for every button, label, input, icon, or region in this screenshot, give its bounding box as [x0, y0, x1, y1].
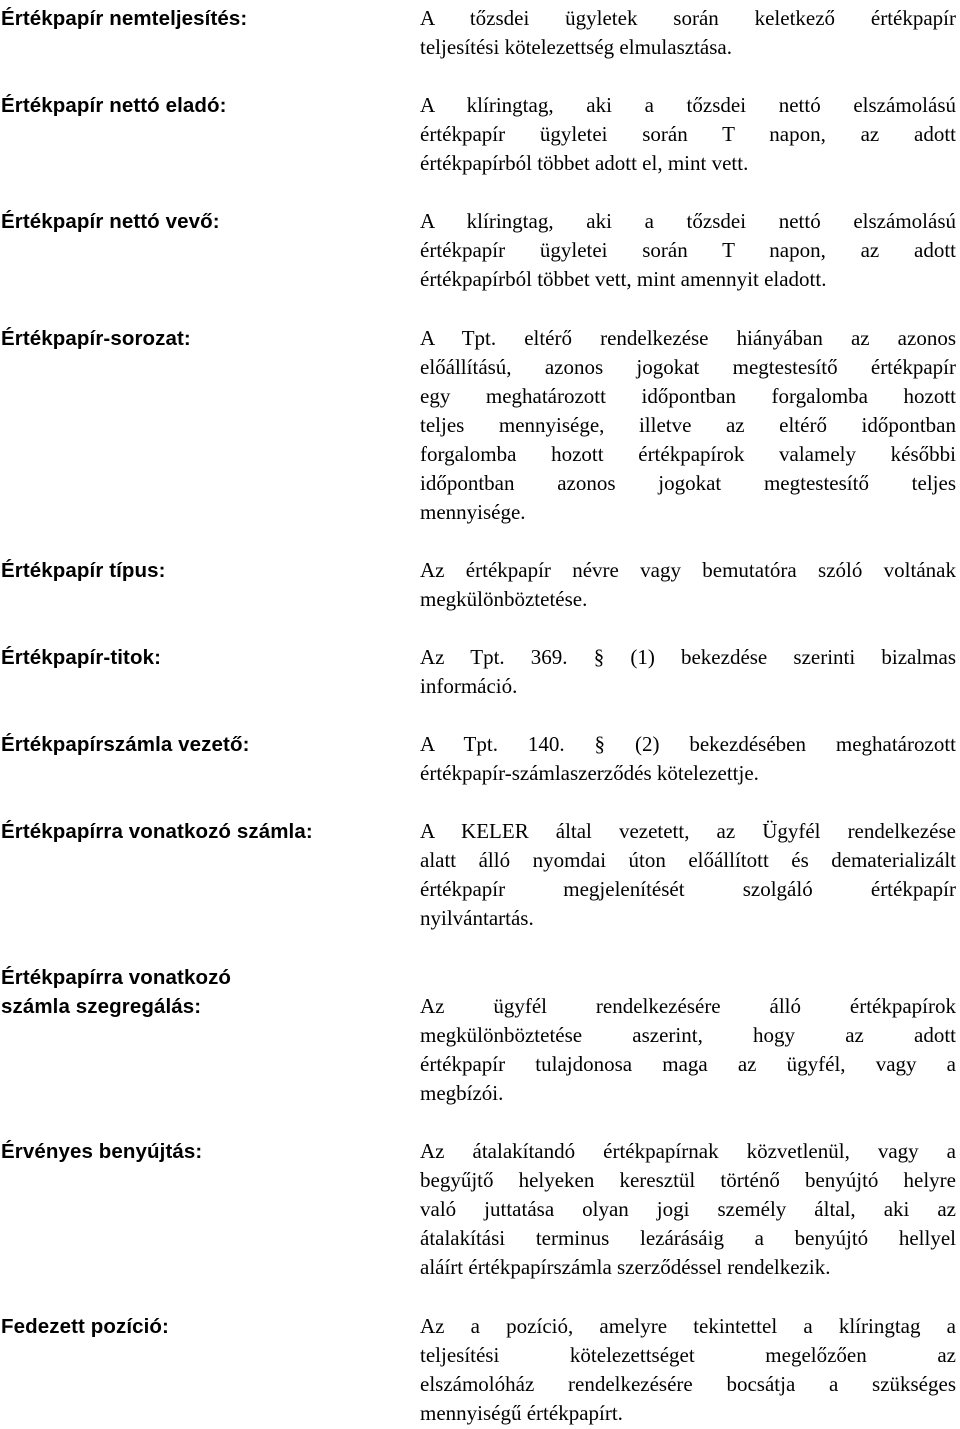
term-line: Értékpapír nettó vevő: [1, 210, 220, 233]
term-line: Értékpapír-sorozat: [1, 327, 191, 350]
definition-line: értékpapírból többet vett, mint amennyit eladott. [420, 267, 827, 291]
definition-line: megkülönböztetése aszerint, hogy az adott [420, 1023, 956, 1047]
definition-line: A klíringtag, aki a tőzsdei nettó elszámolású [420, 209, 956, 233]
definition-line: időpontban azonos jogokat megtestesítő teljes [420, 471, 956, 495]
definition-line: Az a pozíció, amelyre tekintettel a klíringtag a [420, 1314, 956, 1338]
entry-definition [420, 1137, 956, 1282]
definition-line: mennyiségű értékpapírt. [420, 1401, 623, 1425]
entry-term [1, 207, 401, 236]
entry-definition [420, 556, 956, 614]
definition-line: teljes mennyisége, illetve az eltérő időpontban [420, 413, 956, 437]
term-line: Értékpapírszámla vezető: [1, 733, 250, 756]
term-line: számla szegregálás: [1, 995, 202, 1018]
entry-definition [420, 643, 956, 701]
definition-line: értékpapír megjelenítését szolgáló értékpapír [420, 877, 956, 901]
entry-definition [420, 817, 956, 933]
entry-definition [420, 324, 956, 527]
entry-term [1, 1137, 401, 1166]
definition-line: értékpapír ügyletei során T napon, az adott [420, 122, 956, 146]
entry-term [1, 4, 401, 33]
definition-line: teljesítési kötelezettséget megelőzően az [420, 1343, 956, 1367]
definition-line: megkülönböztetése. [420, 587, 588, 611]
entry-term [1, 730, 401, 759]
term-line: Értékpapír nettó eladó: [1, 94, 227, 117]
definition-line: értékpapír tulajdonosa maga az ügyfél, vagy a [420, 1052, 956, 1076]
definition-line: megbízói. [420, 1081, 504, 1105]
entry-definition [420, 730, 956, 788]
term-line: Értékpapír-titok: [1, 646, 162, 669]
definition-line: begyűjtő helyeken keresztül történő benyújtó helyre [420, 1168, 956, 1192]
definition-line: elszámolóház rendelkezésére bocsátja a szükséges [420, 1372, 956, 1396]
definition-line: információ. [420, 674, 518, 698]
definition-line: forgalomba hozott értékpapírok valamely későbbi [420, 442, 956, 466]
term-line: Értékpapír nemteljesítés: [1, 7, 248, 30]
definition-line: értékpapír-számlaszerződés kötelezettje. [420, 761, 759, 785]
entry-term [1, 1312, 401, 1341]
entry-term [1, 556, 401, 585]
definition-line: alatt álló nyomdai úton előállított és dematerializált [420, 848, 956, 872]
definition-line: aláírt értékpapírszámla szerződéssel rendelkezik. [420, 1255, 831, 1279]
term-line: Értékpapír típus: [1, 559, 166, 582]
definition-line: való juttatása olyan jogi személy által, aki az [420, 1197, 956, 1221]
entry-term [1, 817, 401, 846]
definition-line: A Tpt. 140. § (2) bekezdésében meghatározott [420, 732, 956, 756]
definition-line: teljesítési kötelezettség elmulasztása. [420, 35, 732, 59]
definition-line: előállítású, azonos jogokat megtestesítő értékpapír [420, 355, 956, 379]
term-line: Értékpapírra vonatkozó számla: [1, 820, 313, 843]
entry-definition [420, 4, 956, 62]
entry-term [1, 324, 401, 353]
definition-line: Az Tpt. 369. § (1) bekezdése szerinti bizalmas [420, 645, 956, 669]
definition-line: A tőzsdei ügyletek során keletkező értékpapír [420, 6, 956, 30]
entry-term [1, 963, 401, 1021]
term-line: Értékpapírra vonatkozó [1, 966, 232, 989]
definition-line: mennyisége. [420, 500, 526, 524]
definition-line: átalakítási terminus lezárásáig a benyújtó hellyel [420, 1226, 956, 1250]
definition-line: A Tpt. eltérő rendelkezése hiányában az azonos [420, 326, 956, 350]
definition-line: értékpapír ügyletei során T napon, az adott [420, 238, 956, 262]
entry-definition [420, 91, 956, 178]
definition-line: egy meghatározott időpontban forgalomba hozott [420, 384, 956, 408]
entry-definition [420, 207, 956, 294]
entry-term [1, 91, 401, 120]
definition-line: Az átalakítandó értékpapírnak közvetlenül, vagy a [420, 1139, 956, 1163]
definition-line: Az értékpapír névre vagy bemutatóra szóló voltának [420, 558, 956, 582]
term-line: Fedezett pozíció: [1, 1315, 169, 1338]
definition-line: A klíringtag, aki a tőzsdei nettó elszámolású [420, 93, 956, 117]
definition-line: Az ügyfél rendelkezésére álló értékpapírok [420, 994, 956, 1018]
definition-line: nyilvántartás. [420, 906, 534, 930]
entry-definition [420, 1312, 956, 1428]
definition-line: értékpapírból többet adott el, mint vett. [420, 151, 749, 175]
definition-line: A KELER által vezetett, az Ügyfél rendelkezése [420, 819, 956, 843]
term-line: Érvényes benyújtás: [1, 1140, 203, 1163]
entry-definition [420, 992, 956, 1108]
entry-term [1, 643, 401, 672]
